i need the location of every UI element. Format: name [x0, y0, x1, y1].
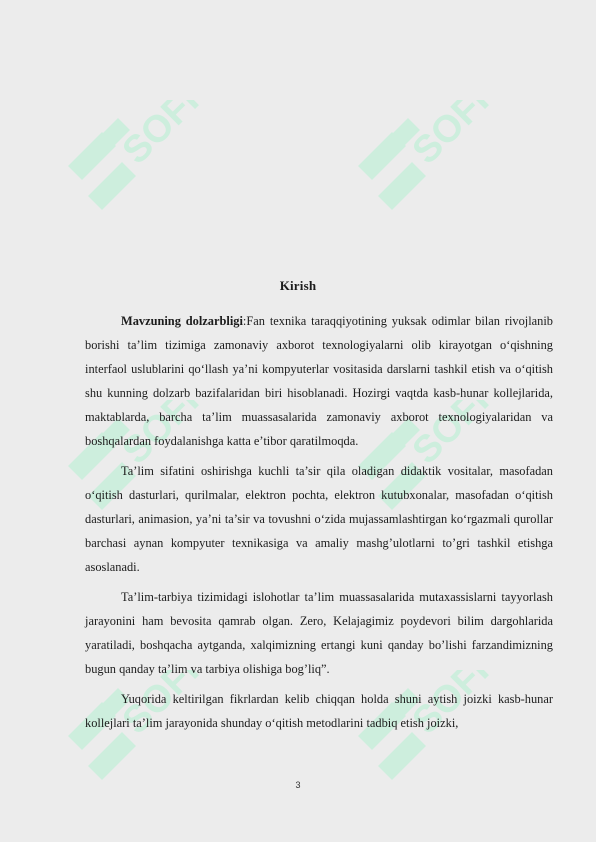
paragraph-1 — [85, 309, 553, 453]
paragraph-2 — [85, 459, 553, 579]
page-title: Kirish — [279, 278, 317, 293]
paragraph-text: Ta’lim sifatini oshirishga kuchli ta’sir qila oladigan didaktik vositalar, masofadan o‘qitish dasturlari, qurilmalar, elektron pochta, elektron kutubxonalar, masofadan o‘qitish dasturlari, animasion, ya’ni ta’sir va tovushni o‘zida mujassamlashtirgan ko‘rgazmali qurollar barchasi aynan kompyuter texnikasiga va amaliy mashg’ulotlarni to’gri tashkil etishga asoslanadi. — [85, 464, 553, 574]
paragraph-text: :Fan texnika taraqqiyotining yuksak odimlar bilan rivojlanib borishi ta’lim tizimiga zamonaviy axborot texnologiyalarni olib kirayotgan o‘qishning interfaol uslublarini qo‘llash ya’ni kompyuterlar vositasida darslarni tashkil etish va o‘qitish shu kunning dolzarb bazifalaridan biri hisoblanadi. Hozirgi vaqtda kasb-hunar kollejlarida, maktablarda, barcha ta’lim muassasalarida zamonaviy axborot texnologiyalaridan va boshqalardan foydalanishga katta e’tibor qaratilmoqda. — [85, 314, 553, 448]
paragraph-text: Yuqorida keltirilgan fikrlardan kelib chiqqan holda shuni aytish joizki kasb-hunar kollejlari ta’lim jarayonida shunday o‘qitish metodlarini tadbiq etish joizki, — [85, 692, 553, 730]
paragraph-4 — [85, 687, 553, 735]
page-number: 3 — [295, 780, 301, 790]
paragraph-3 — [85, 585, 553, 681]
paragraph-lead: Mavzuning dolzarbligi — [121, 314, 243, 328]
document-body — [85, 309, 553, 741]
paragraph-text: Ta’lim-tarbiya tizimidagi islohotlar ta’lim muassasalarida mutaxassislarni tayyorlash jarayonini ham bevosita qamrab olgan. Zero, Kelajagimiz poydevori bilim dargohlarida yaratiladi, boshqacha aytganda, xalqimizning ertangi kuni qanday bo’lishi farzandimizning bugun qanday ta’lim va tarbiya olishiga bog’liq”. — [85, 590, 553, 676]
